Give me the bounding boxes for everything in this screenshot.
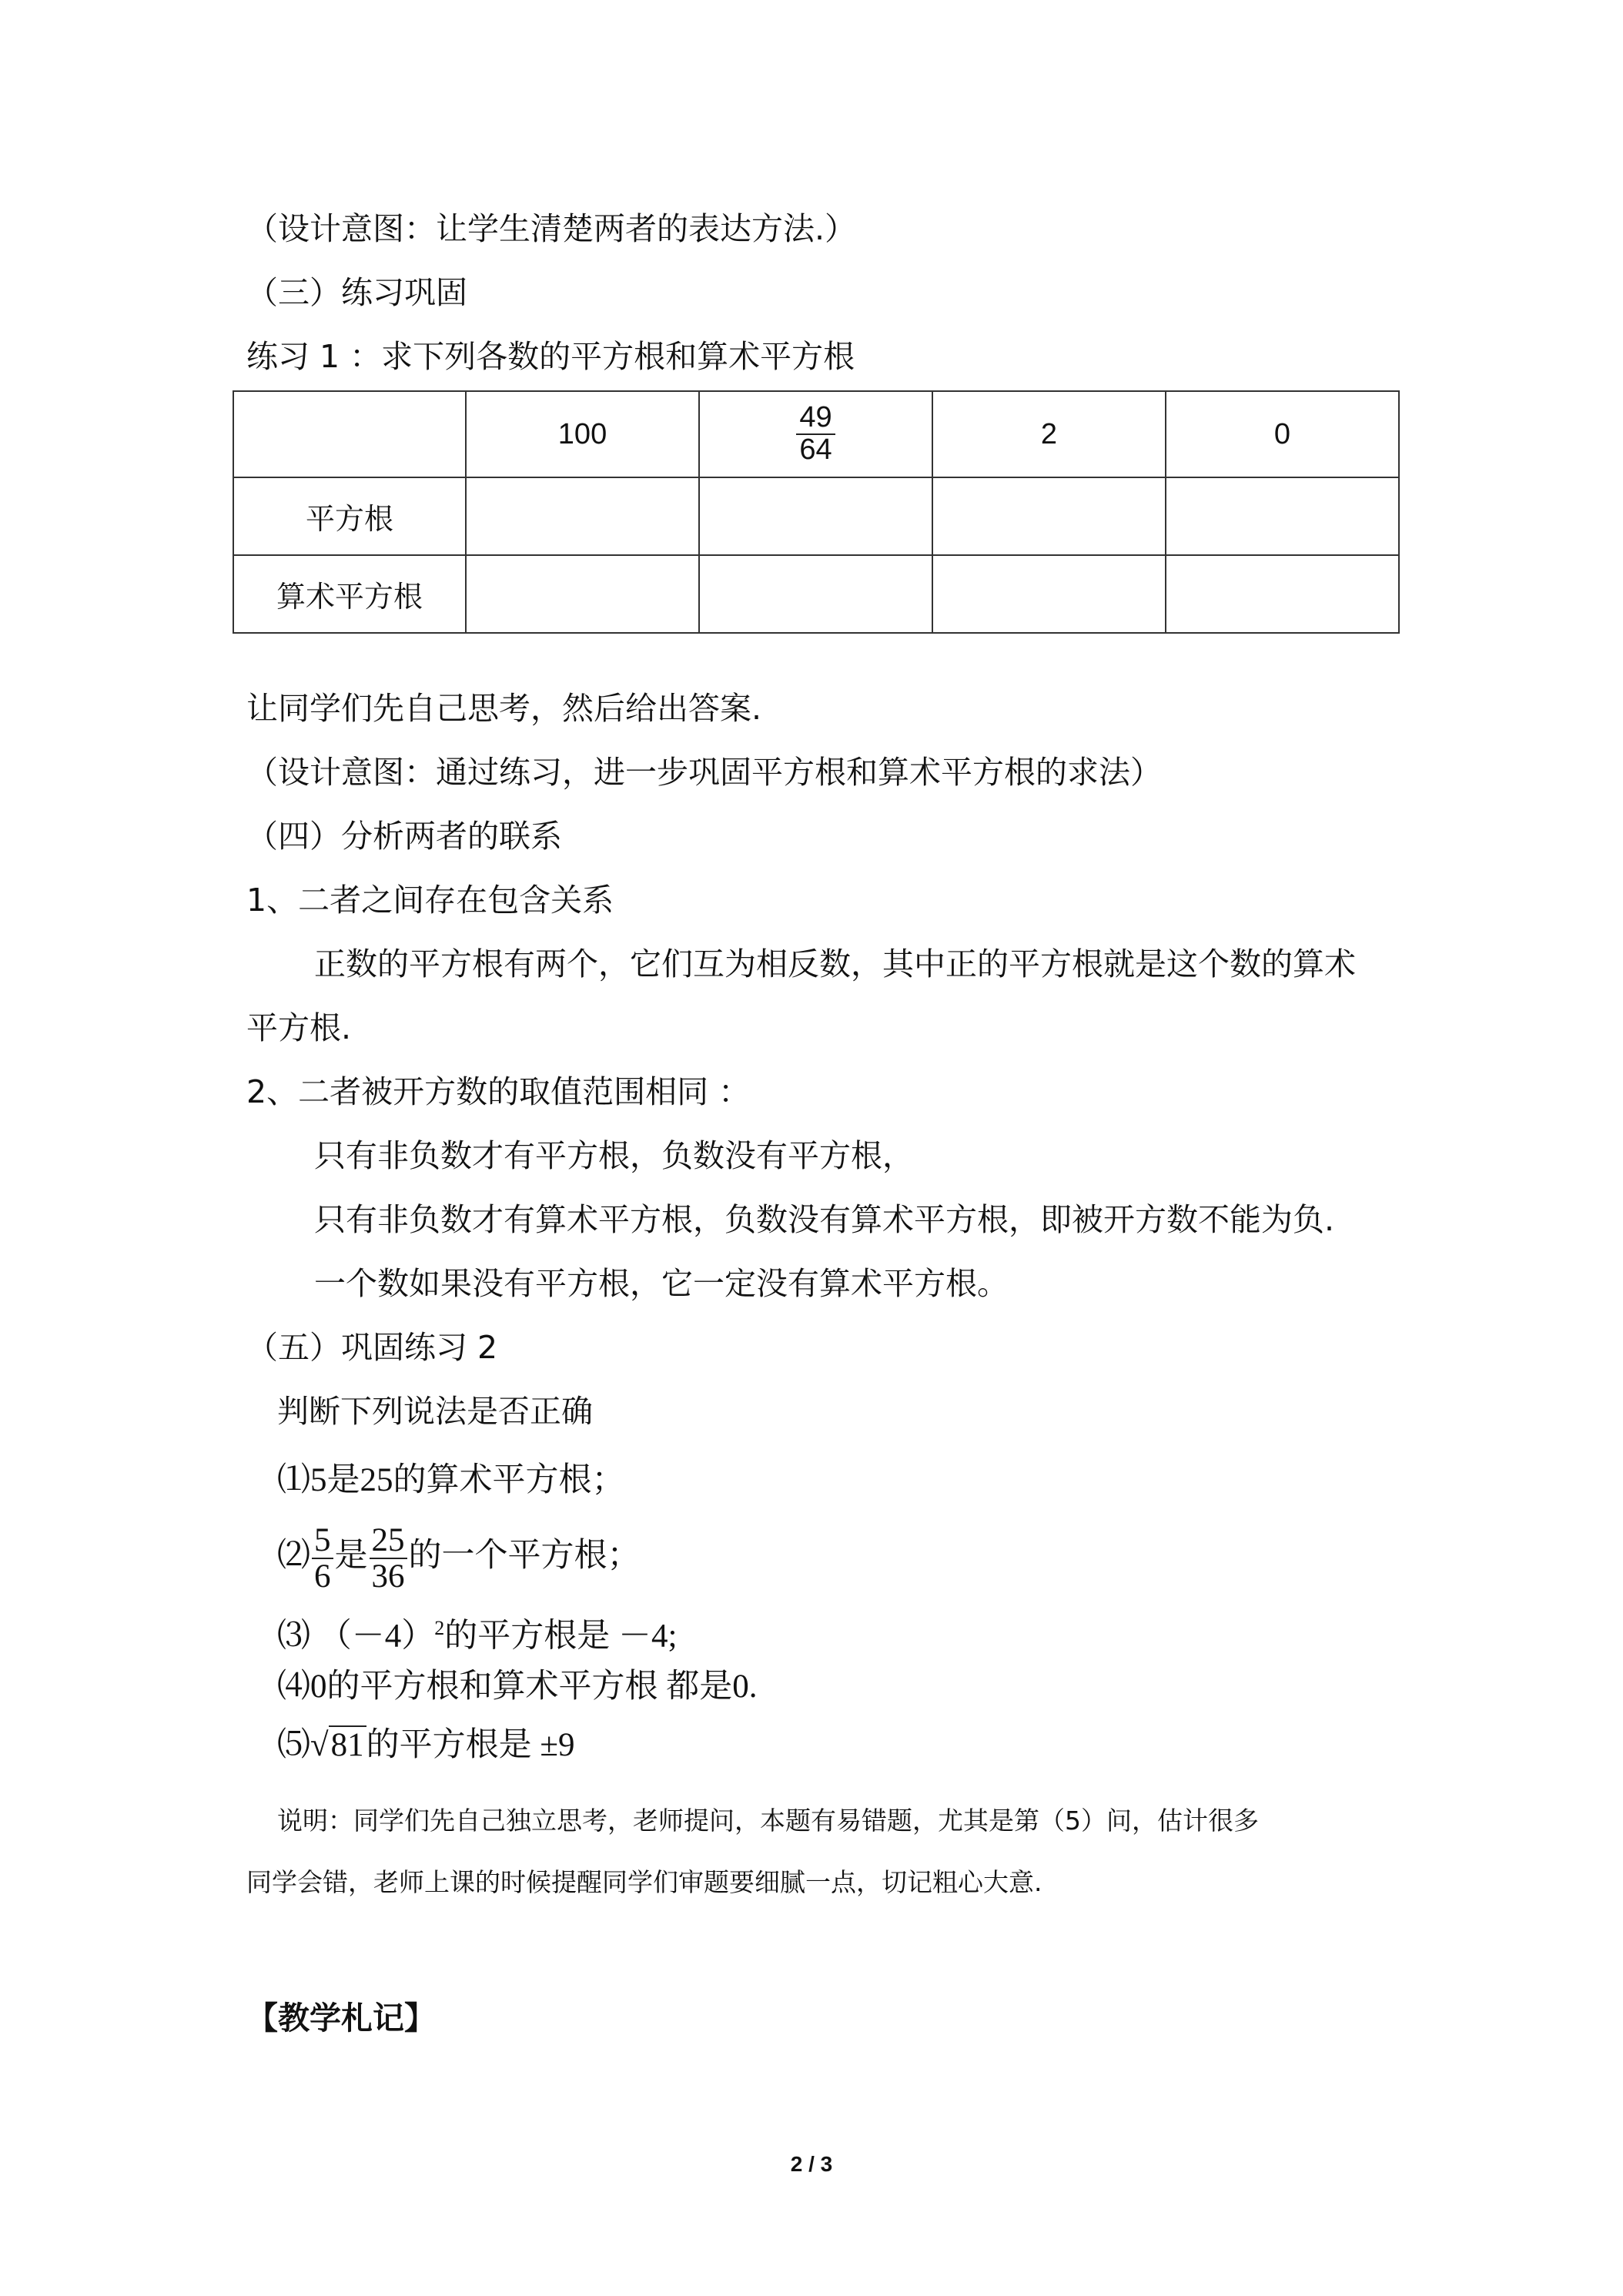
point-2-text-a: 只有非负数才有平方根，负数没有平方根， (314, 1137, 914, 1174)
fraction-denominator: 64 (799, 433, 832, 466)
exercise-1-heading: 练习 1 ：求下列各数的平方根和算术平方根 (246, 338, 855, 375)
statement-5-number: ⑸ (277, 1727, 310, 1763)
teaching-notes-heading: 【教学札记】 (246, 2000, 436, 2037)
statement-3-suffix: 的平方根是 －4; (444, 1618, 678, 1655)
statement-2-number: ⑵ (277, 1538, 310, 1575)
table-cell (932, 477, 1166, 555)
statement-5-suffix: 的平方根是 ±9 (366, 1727, 575, 1763)
fraction-49-64 (796, 403, 835, 466)
row-label-square-root: 平方根 (233, 477, 466, 555)
page-number: 2 / 3 (790, 2152, 833, 2176)
table-header-fraction (699, 391, 932, 477)
statement-1: ⑴5是25的算术平方根； (277, 1462, 625, 1498)
fraction-numerator: 25 (370, 1523, 407, 1559)
table-cell (699, 477, 932, 555)
table-cell (932, 555, 1166, 633)
section-5-heading: （五）巩固练习 2 (246, 1329, 498, 1366)
radicand: 81 (329, 1725, 366, 1763)
fraction-denominator: 6 (314, 1558, 331, 1595)
table-cell (466, 477, 699, 555)
statement-2 (277, 1523, 641, 1594)
note-line-a: 说明：同学们先自己独立思考，老师提问，本题有易错题，尤其是第（5）问，估计很多 (277, 1806, 1259, 1836)
row-label-arithmetic-square-root: 算术平方根 (233, 555, 466, 633)
table-cell (466, 555, 699, 633)
design-intent-2: （设计意图：通过练习，进一步巩固平方根和算术平方根的求法） (246, 754, 1162, 791)
table-header-0: 0 (1166, 391, 1399, 477)
after-table-text: 让同学们先自己思考，然后给出答案. (246, 690, 762, 727)
exercise-table (233, 390, 1400, 634)
statement-2-suffix: 的一个平方根； (408, 1538, 641, 1575)
table-header-empty (233, 391, 466, 477)
table-header-2: 2 (932, 391, 1166, 477)
fraction-denominator: 36 (371, 1558, 405, 1595)
fraction-25-36 (370, 1523, 407, 1594)
statement-5 (277, 1726, 574, 1765)
table-cell (699, 555, 932, 633)
fraction-numerator: 5 (312, 1523, 333, 1559)
table-header-100: 100 (466, 391, 699, 477)
exponent: 2 (434, 1617, 445, 1639)
note-line-b: 同学会错，老师上课的时候提醒同学们审题要细腻一点，切记粗心大意. (246, 1867, 1042, 1897)
table-cell (1166, 477, 1399, 555)
point-2-heading: 2、二者被开方数的取值范围相同 ： (246, 1073, 751, 1110)
statement-3 (277, 1609, 677, 1655)
statement-2-mid: 是 (334, 1538, 368, 1575)
design-intent-1: （设计意图：让学生清楚两者的表达方法.） (246, 210, 857, 247)
statement-4: ⑷0的平方根和算术平方根 都是0. (277, 1668, 758, 1705)
fraction-numerator: 49 (796, 403, 835, 435)
fraction-5-6 (312, 1523, 333, 1594)
statement-3-prefix: ⑶ （－4） (277, 1618, 435, 1655)
point-1-heading: 1、二者之间存在包含关系 (246, 882, 614, 919)
section-4-heading: （四）分析两者的联系 (246, 818, 562, 855)
table-cell (1166, 555, 1399, 633)
section-3-heading: （三）练习巩固 (246, 274, 467, 311)
point-1-text-a: 正数的平方根有两个，它们互为相反数，其中正的平方根就是这个数的算术 (314, 946, 1356, 982)
point-2-text-c: 一个数如果没有平方根，它一定没有算术平方根。 (314, 1265, 1009, 1302)
judge-instruction: 判断下列说法是否正确 (277, 1393, 593, 1430)
sqrt-symbol: √81 (310, 1726, 366, 1765)
point-2-text-b: 只有非负数才有算术平方根，负数没有算术平方根，即被开方数不能为负. (314, 1201, 1335, 1238)
point-1-text-b: 平方根. (246, 1009, 352, 1046)
